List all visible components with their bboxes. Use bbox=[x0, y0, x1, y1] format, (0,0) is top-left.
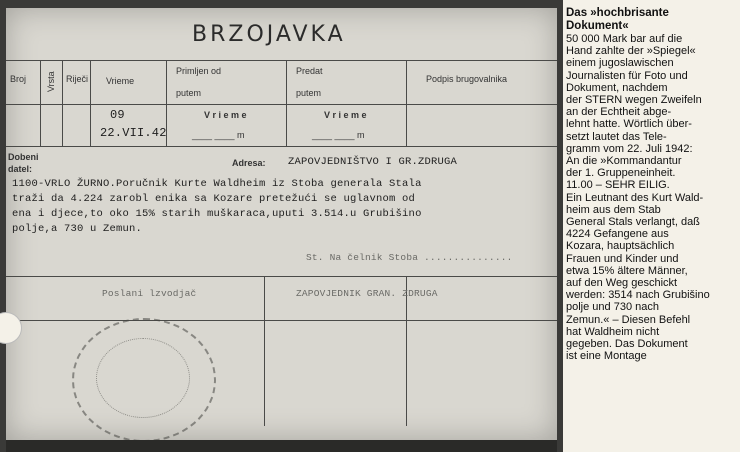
time-fill-sent: ____ ____ m bbox=[312, 130, 365, 140]
address-value: ZAPOVJEDNIŠTVO I GR.ZDRUGA bbox=[288, 156, 458, 168]
message-line: traži da 4.224 zarobl enika sa Kozare pretežući se uglavnom od bbox=[12, 193, 416, 205]
signature-line: St. Na čelnik Stoba ............... bbox=[306, 252, 513, 263]
time-label-sent: V r i e m e bbox=[324, 110, 367, 120]
telegram-date: 22.VII.42 bbox=[100, 126, 167, 140]
grid-line bbox=[6, 60, 557, 61]
column-header-words: Riječi bbox=[66, 74, 89, 84]
date-label: datel: bbox=[8, 164, 33, 174]
grid-line bbox=[6, 104, 557, 105]
caption-title: Das »hochbrisante Dokument« bbox=[566, 7, 669, 32]
caption-body: 50 000 Mark bar auf die Hand zahlte der »Spiegel« einem jugoslawischen Journalisten für Foto und Dokument, nachdem der STERN wegen Zweifeln an der Echtheit abge- lehnt hatte. Wörtlich über- setzt lautet das Tele- gramm vom 22. Juli 1942: An die »Kommandantur der 1. Gruppeneinheit. 11.00 – SEHR EILIG. Ein Leutnant des Kurt Wald- heim aus dem Stab General Stals verlangt, daß 4224 Gefangene aus Kozara, hauptsächlich Frauen und Kinder und etwa 15% ältere Männer, auf den Weg geschickt werden: 3514 nach Grubišino polje und 730 nach Zemun.« – Diesen Befehl hat Waldheim nicht gegeben. Das Dokument ist eine Montage bbox=[566, 33, 710, 363]
message-line: polje,a 730 u Zemun. bbox=[12, 223, 143, 235]
column-header-type: Vrsta bbox=[46, 71, 56, 92]
address-label: Adresa: bbox=[232, 158, 266, 168]
column-header-sent-route: putem bbox=[296, 88, 322, 98]
received-label: Dobeni bbox=[8, 152, 39, 162]
time-label-received: V r i e m e bbox=[204, 110, 247, 120]
round-stamp-inner bbox=[96, 338, 190, 418]
column-header-number: Broj bbox=[10, 74, 27, 84]
grid-line bbox=[264, 276, 265, 426]
grid-line bbox=[90, 60, 91, 146]
time-fill-received: ____ ____ m bbox=[192, 130, 245, 140]
telegram-number: 09 bbox=[110, 108, 125, 122]
grid-line bbox=[62, 60, 63, 146]
sent-executor-note: Poslani lzvodjač bbox=[102, 288, 197, 299]
grid-line bbox=[40, 60, 41, 146]
column-header-sent: Predat bbox=[296, 66, 323, 76]
grid-line bbox=[6, 146, 557, 147]
grid-line bbox=[6, 320, 557, 321]
photo-border bbox=[6, 440, 557, 452]
column-header-received: Primljen od bbox=[176, 66, 222, 76]
grid-line bbox=[406, 60, 407, 146]
grid-line bbox=[286, 60, 287, 146]
telegram-document bbox=[6, 8, 557, 440]
commander-note: ZAPOVJEDNIK GRAN. ZDRUGA bbox=[296, 288, 438, 299]
grid-line bbox=[6, 276, 557, 277]
photo-caption bbox=[566, 7, 738, 362]
document-title: BRZOJAVKA bbox=[192, 22, 346, 47]
column-header-time: Vrieme bbox=[106, 76, 135, 86]
message-line: ena i djece,to oko 15% starih muškaraca,uputi 3.514.u Grubišino bbox=[12, 208, 422, 220]
column-header-signature: Podpis brugovalnika bbox=[426, 74, 508, 84]
message-line: 1100-VRLO ŽURNO.Poručnik Kurte Waldheim iz Stoba generala Stala bbox=[12, 178, 422, 190]
column-header-received-route: putem bbox=[176, 88, 202, 98]
